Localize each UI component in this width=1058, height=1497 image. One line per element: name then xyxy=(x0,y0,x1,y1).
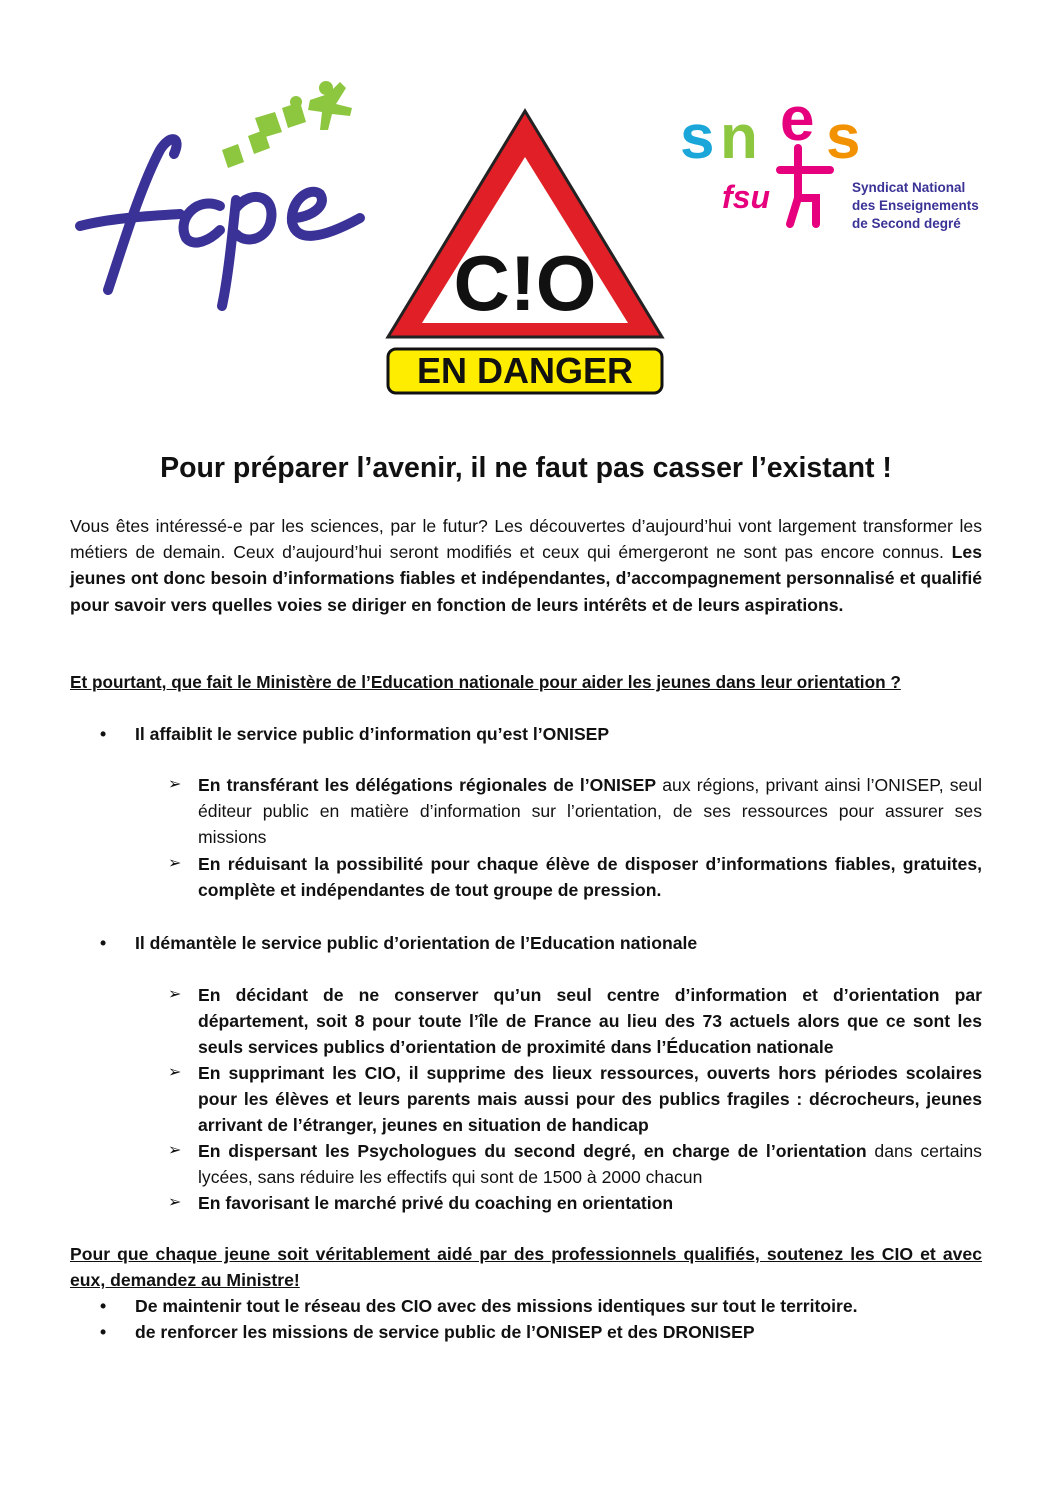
cio-sign-text: C!O xyxy=(453,239,597,327)
page-title: Pour préparer l’avenir, il ne faut pas casser l’existant ! xyxy=(160,452,892,484)
section2-item-4-bold: En favorisant le marché privé du coaching en orientation xyxy=(198,1193,674,1213)
intro-paragraph xyxy=(70,513,982,618)
fcpe-logo xyxy=(70,78,380,313)
arrow-bullet-icon: ➢ xyxy=(168,1064,182,1081)
bullet-icon: • xyxy=(100,1296,107,1316)
snes-figure-graphic xyxy=(780,148,830,224)
arrow-bullet-icon: ➢ xyxy=(168,986,182,1003)
demand-item-1: De maintenir tout le réseau des CIO avec des missions identiques sur tout le territoire. xyxy=(135,1296,858,1316)
section1-item-2 xyxy=(198,851,982,903)
section1-item-1-text: aux régions, privant ainsi l’ONISEP, seul éditeur public en matière d’information sur l’orientation, de ses ressources pour assurer ses missions xyxy=(198,775,982,848)
arrow-bullet-icon: ➢ xyxy=(168,1194,182,1211)
section1-item-2-bold: En réduisant la possibilité pour chaque élève de disposer d’informations fiables, gratuites, complète et indépendantes de tout groupe de pression. xyxy=(198,854,982,901)
section2-item-3-text: dans certains lycées, sans réduire les effectifs qui sont de 1500 à 2000 chacun xyxy=(198,1141,982,1188)
arrow-bullet-icon: ➢ xyxy=(168,776,182,793)
section2-item-2-bold: En supprimant les CIO, il supprime des lieux ressources, ouverts hors périodes scolaires pour les élèves et leurs parents mais aussi pour des publics fragiles : décrocheurs, jeunes arrivant de l’étranger, jeunes en situation de handicap xyxy=(198,1063,982,1136)
section2-item-3 xyxy=(198,1138,982,1190)
bullet-icon: • xyxy=(100,724,107,744)
section2-item-1-bold: En décidant de ne conserver qu’un seul centre d’information et d’orientation par département, soit 8 pour toute l’île de France au lieu des 73 actuels alors que ce sont les seuls services publics d’orientation de proximité dans l’Éducation nationale xyxy=(198,985,982,1058)
call-to-action: Pour que chaque jeune soit véritablement aidé par des professionnels qualifiés, soutenez les CIO et avec eux, demandez au Ministre! xyxy=(70,1244,982,1291)
fsu-text: fsu xyxy=(722,179,770,215)
section1-item-1-bold: En transférant les délégations régionales de l’ONISEP xyxy=(198,775,657,795)
cio-danger-sign xyxy=(384,105,666,397)
demand-item-2: de renforcer les missions de service public de l’ONISEP et des DRONISEP xyxy=(135,1322,755,1342)
question-heading: Et pourtant, que fait le Ministère de l’Education nationale pour aider les jeunes dans leur orientation ? xyxy=(70,672,901,692)
arrow-bullet-icon: ➢ xyxy=(168,1142,182,1159)
section1-item-1 xyxy=(198,772,982,851)
snes-n: n xyxy=(720,103,758,172)
snes-s1: s xyxy=(680,103,715,172)
danger-banner-text: EN DANGER xyxy=(416,350,634,391)
snes-fsu-logo xyxy=(680,100,990,235)
snes-tagline-line1: Syndicat National xyxy=(852,180,966,195)
section2-item-1 xyxy=(198,982,982,1061)
section2-item-3-bold: En dispersant les Psychologues du second degré, en charge de l’orientation xyxy=(198,1141,867,1161)
section1-heading: Il affaiblit le service public d’information qu’est l’ONISEP xyxy=(135,724,610,744)
section2-heading: Il démantèle le service public d’orientation de l’Education nationale xyxy=(135,933,698,953)
intro-bold-text: Les jeunes ont donc besoin d’informations fiables et indépendantes, d’accompagnement personnalisé et qualifié pour savoir vers quelles voies se diriger en fonction de leurs intérêts et de leurs aspirations. xyxy=(70,542,982,615)
section2-item-4 xyxy=(198,1190,982,1216)
snes-e: e xyxy=(780,100,815,154)
fcpe-wordmark xyxy=(80,139,360,306)
section2-item-2 xyxy=(198,1060,982,1139)
snes-tagline-line2: des Enseignements xyxy=(852,198,979,213)
intro-text: Vous êtes intéressé-e par les sciences, par le futur? Les découvertes d’aujourd’hui vont largement transformer les métiers de demain. Ceux d’aujourd’hui seront modifiés et ceux qui émergeront ne sont pas encore connus. xyxy=(70,516,982,563)
fcpe-figures-graphic xyxy=(222,81,352,168)
snes-s2: s xyxy=(826,103,861,172)
bullet-icon: • xyxy=(100,933,107,953)
bullet-icon: • xyxy=(100,1322,107,1342)
snes-tagline-line3: de Second degré xyxy=(852,216,961,231)
arrow-bullet-icon: ➢ xyxy=(168,855,182,872)
